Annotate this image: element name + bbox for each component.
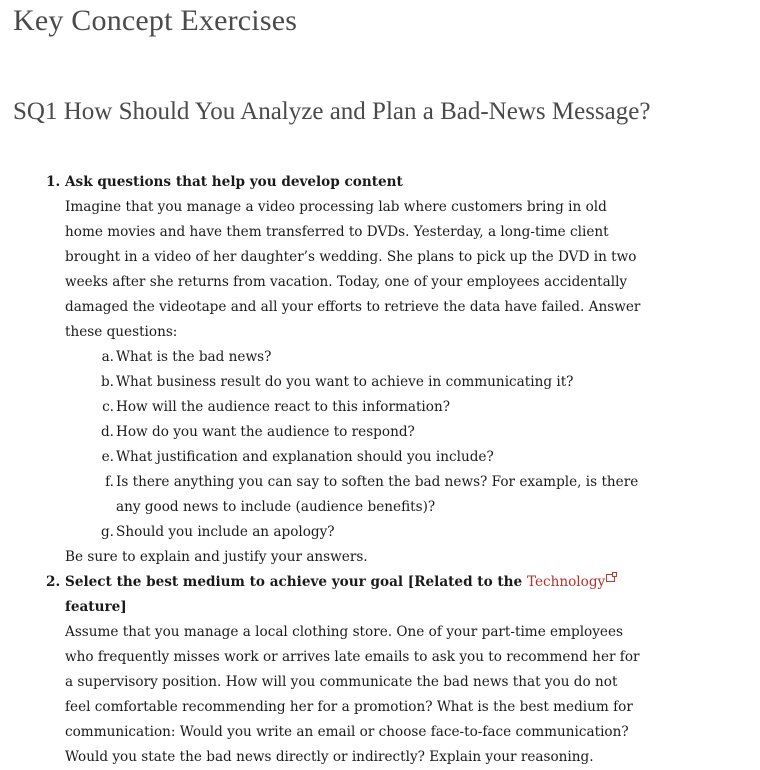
section-title: SQ1 How Should You Analyze and Plan a Bad-News Message? xyxy=(13,98,651,125)
exercise-1 xyxy=(46,170,645,570)
exercise-heading-text: Select the best medium to achieve your goal [Related to the xyxy=(65,574,527,590)
question-letter: f. xyxy=(105,474,114,490)
question-letter: c. xyxy=(102,399,114,415)
question-text: What business result do you want to achieve in communicating it? xyxy=(116,374,574,390)
question-letter: b. xyxy=(100,374,114,390)
question-item xyxy=(100,370,645,395)
exercise-body: Assume that you manage a local clothing store. One of your part-time employees who frequently misses work or arrives late emails to ask you to recommend her for a supervisory position. How will you communicate the bad news that you do not feel comfortable recommending her for a promotion? What is the best medium for communication: Would you write an email or choose face-to-face communication? Would you state the bad news directly or indirectly? Explain your reasoning. xyxy=(65,624,640,765)
question-letter: d. xyxy=(100,424,114,440)
question-letter: e. xyxy=(101,449,114,465)
question-list xyxy=(65,345,645,545)
question-text: Is there anything you can say to soften the bad news? For example, is there any good news to include (audience benefits)? xyxy=(116,474,639,515)
exercise-heading xyxy=(65,570,645,620)
exercise-list xyxy=(46,170,645,770)
question-text: What is the bad news? xyxy=(116,349,272,365)
page-title: Key Concept Exercises xyxy=(13,4,298,37)
question-text: Should you include an apology? xyxy=(116,524,335,540)
exercise-heading: Ask questions that help you develop content xyxy=(65,174,403,190)
exercise-2 xyxy=(46,570,645,770)
exercise-number: 1. xyxy=(46,174,61,190)
question-item xyxy=(102,395,645,420)
question-item xyxy=(105,470,645,520)
exercise-heading-suffix: feature] xyxy=(65,599,127,615)
exercise-closing: Be sure to explain and justify your answers. xyxy=(65,549,368,565)
question-item xyxy=(101,445,645,470)
external-link-icon[interactable] xyxy=(606,574,615,582)
exercise-body: Imagine that you manage a video processing lab where customers bring in old home movies and have them transferred to DVDs. Yesterday, a long-time client brought in a video of her daughter’s wedding. She plans to pick up the DVD in two weeks after she returns from vacation. Today, one of your employees accidentally damaged the videotape and all your efforts to retrieve the data have failed. Answer these questions: xyxy=(65,199,641,340)
technology-feature-link[interactable]: Technology xyxy=(526,574,606,590)
question-text: How will the audience react to this information? xyxy=(116,399,450,415)
question-text: How do you want the audience to respond? xyxy=(116,424,415,440)
exercise-number: 2. xyxy=(46,574,61,590)
question-letter: a. xyxy=(101,349,114,365)
question-letter: g. xyxy=(100,524,114,540)
question-item xyxy=(101,345,645,370)
question-item xyxy=(100,420,645,445)
question-text: What justification and explanation should you include? xyxy=(116,449,494,465)
question-item xyxy=(100,520,645,545)
